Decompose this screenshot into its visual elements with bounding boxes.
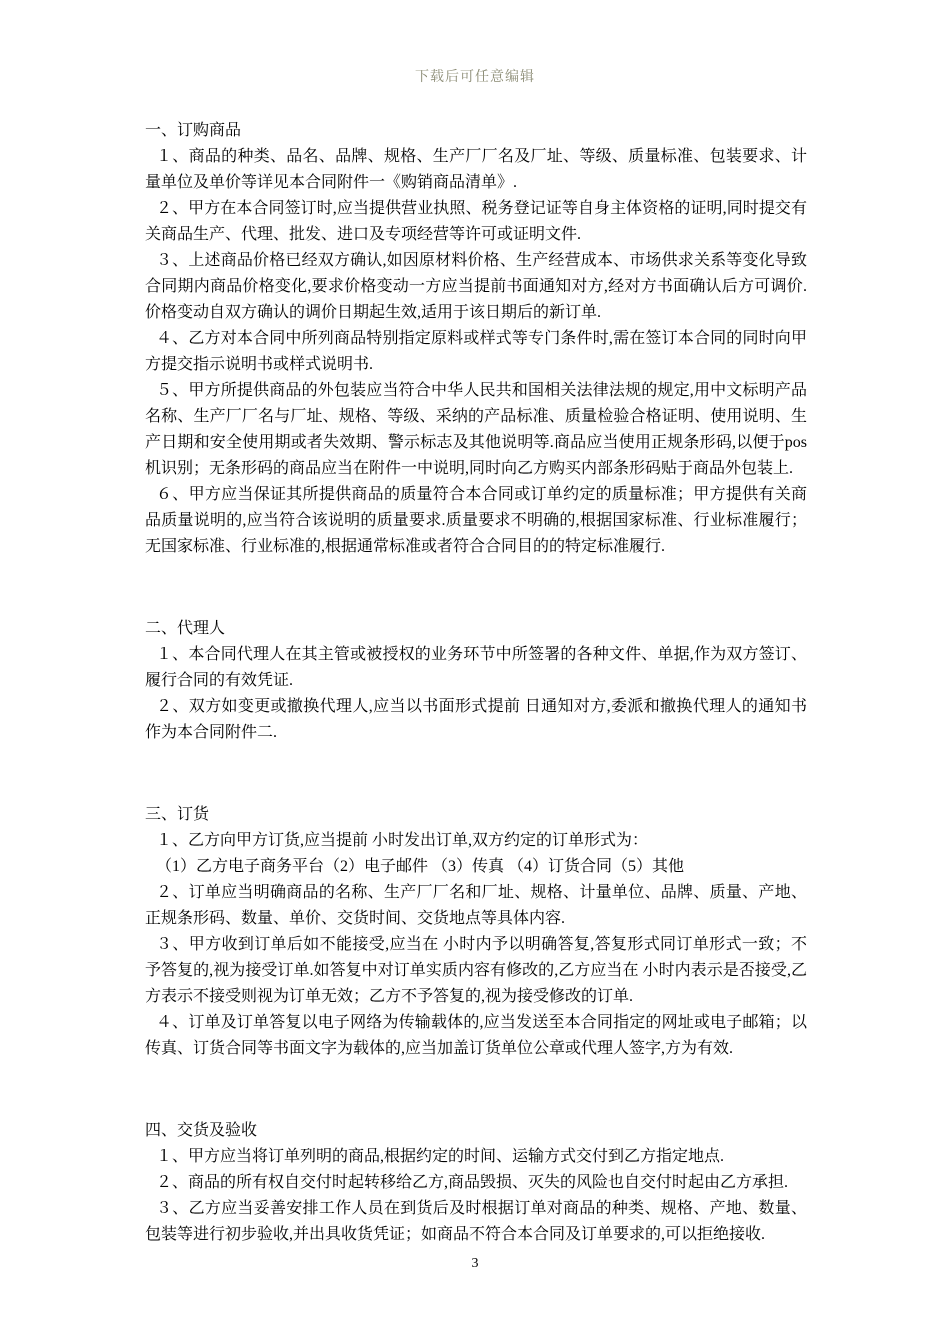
paragraph: ４、订单及订单答复以电子网络为传输载体的,应当发送至本合同指定的网址或电子邮箱；以传真、订货合同等书面文字为载体的,应当加盖订货单位公章或代理人签字,方为有效. bbox=[145, 1014, 807, 1057]
order-form-options: （1）乙方电子商务平台（2）电子邮件 （3）传真 （4）订货合同（5）其他 bbox=[156, 858, 685, 875]
paragraph: ３、上述商品价格已经双方确认,如因原材料价格、生产经营成本、市场供求关系等变化导致合同期内商品价格变化,要求价格变动一方应当提前书面通知对方,经对方书面确认后方可调价.价格变动自双方确认的调价日期起生效,适用于该日期后的新订单. bbox=[145, 252, 807, 321]
paragraph: ２、双方如变更或撤换代理人,应当以书面形式提前 日通知对方,委派和撤换代理人的通知书作为本合同附件二. bbox=[145, 698, 807, 741]
paragraph: １、乙方向甲方订货,应当提前 小时发出订单,双方约定的订单形式为： bbox=[156, 832, 649, 849]
paragraph: ２、甲方在本合同签订时,应当提供营业执照、税务登记证等自身主体资格的证明,同时提交有关商品生产、代理、批发、进口及专项经营等许可或证明文件. bbox=[145, 200, 807, 243]
section-order-goods bbox=[145, 118, 807, 560]
paragraph: ６、甲方应当保证其所提供商品的质量符合本合同或订单约定的质量标准；甲方提供有关商品质量说明的,应当符合该说明的质量要求.质量要求不明确的,根据国家标准、行业标准履行；无国家标准、行业标准的,根据通常标准或者符合合同目的的特定标准履行. bbox=[145, 486, 807, 555]
section-title: 四、交货及验收 bbox=[145, 1122, 258, 1139]
paragraph: １、商品的种类、品名、品牌、规格、生产厂厂名及厂址、等级、质量标准、包装要求、计量单位及单价等详见本合同附件一《购销商品清单》. bbox=[145, 148, 807, 191]
paragraph: ４、乙方对本合同中所列商品特别指定原料或样式等专门条件时,需在签订本合同的同时向甲方提交指示说明书或样式说明书. bbox=[145, 330, 807, 373]
paragraph: １、甲方应当将订单列明的商品,根据约定的时间、运输方式交付到乙方指定地点. bbox=[156, 1148, 725, 1165]
paragraph: １、本合同代理人在其主管或被授权的业务环节中所签署的各种文件、单据,作为双方签订、履行合同的有效凭证. bbox=[145, 646, 807, 689]
section-delivery-acceptance bbox=[145, 1118, 807, 1248]
paragraph: ３、甲方收到订单后如不能接受,应当在 小时内予以明确答复,答复形式同订单形式一致；不予答复的,视为接受订单.如答复中对订单实质内容有修改的,乙方应当在 小时内表示是否接受,乙方表示不接受则视为订单无效；乙方不予答复的,视为接受修改的订单. bbox=[145, 936, 807, 1005]
section-title: 三、订货 bbox=[145, 806, 210, 823]
section-ordering bbox=[145, 802, 807, 1062]
document-content bbox=[145, 118, 807, 1248]
paragraph: ３、乙方应当妥善安排工作人员在到货后及时根据订单对商品的种类、规格、产地、数量、包装等进行初步验收,并出具收货凭证；如商品不符合本合同及订单要求的,可以拒绝接收. bbox=[145, 1200, 807, 1243]
paragraph: ２、商品的所有权自交付时起转移给乙方,商品毁损、灭失的风险也自交付时起由乙方承担. bbox=[156, 1174, 789, 1191]
section-title: 一、订购商品 bbox=[145, 122, 242, 139]
section-agent bbox=[145, 616, 807, 746]
page-number: 3 bbox=[471, 1256, 479, 1271]
paragraph: ２、订单应当明确商品的名称、生产厂厂名和厂址、规格、计量单位、品牌、质量、产地、正规条形码、数量、单价、交货时间、交货地点等具体内容. bbox=[145, 884, 807, 927]
paragraph: ５、甲方所提供商品的外包装应当符合中华人民共和国相关法律法规的规定,用中文标明产品名称、生产厂厂名与厂址、规格、等级、采纳的产品标准、质量检验合格证明、使用说明、生产日期和安全使用期或者失效期、警示标志及其他说明等.商品应当使用正规条形码,以便于pos机识别；无条形码的商品应当在附件一中说明,同时向乙方购买内部条形码贴于商品外包装上. bbox=[145, 382, 807, 477]
header-note: 下载后可任意编辑 bbox=[415, 70, 535, 85]
section-title: 二、代理人 bbox=[145, 620, 226, 637]
